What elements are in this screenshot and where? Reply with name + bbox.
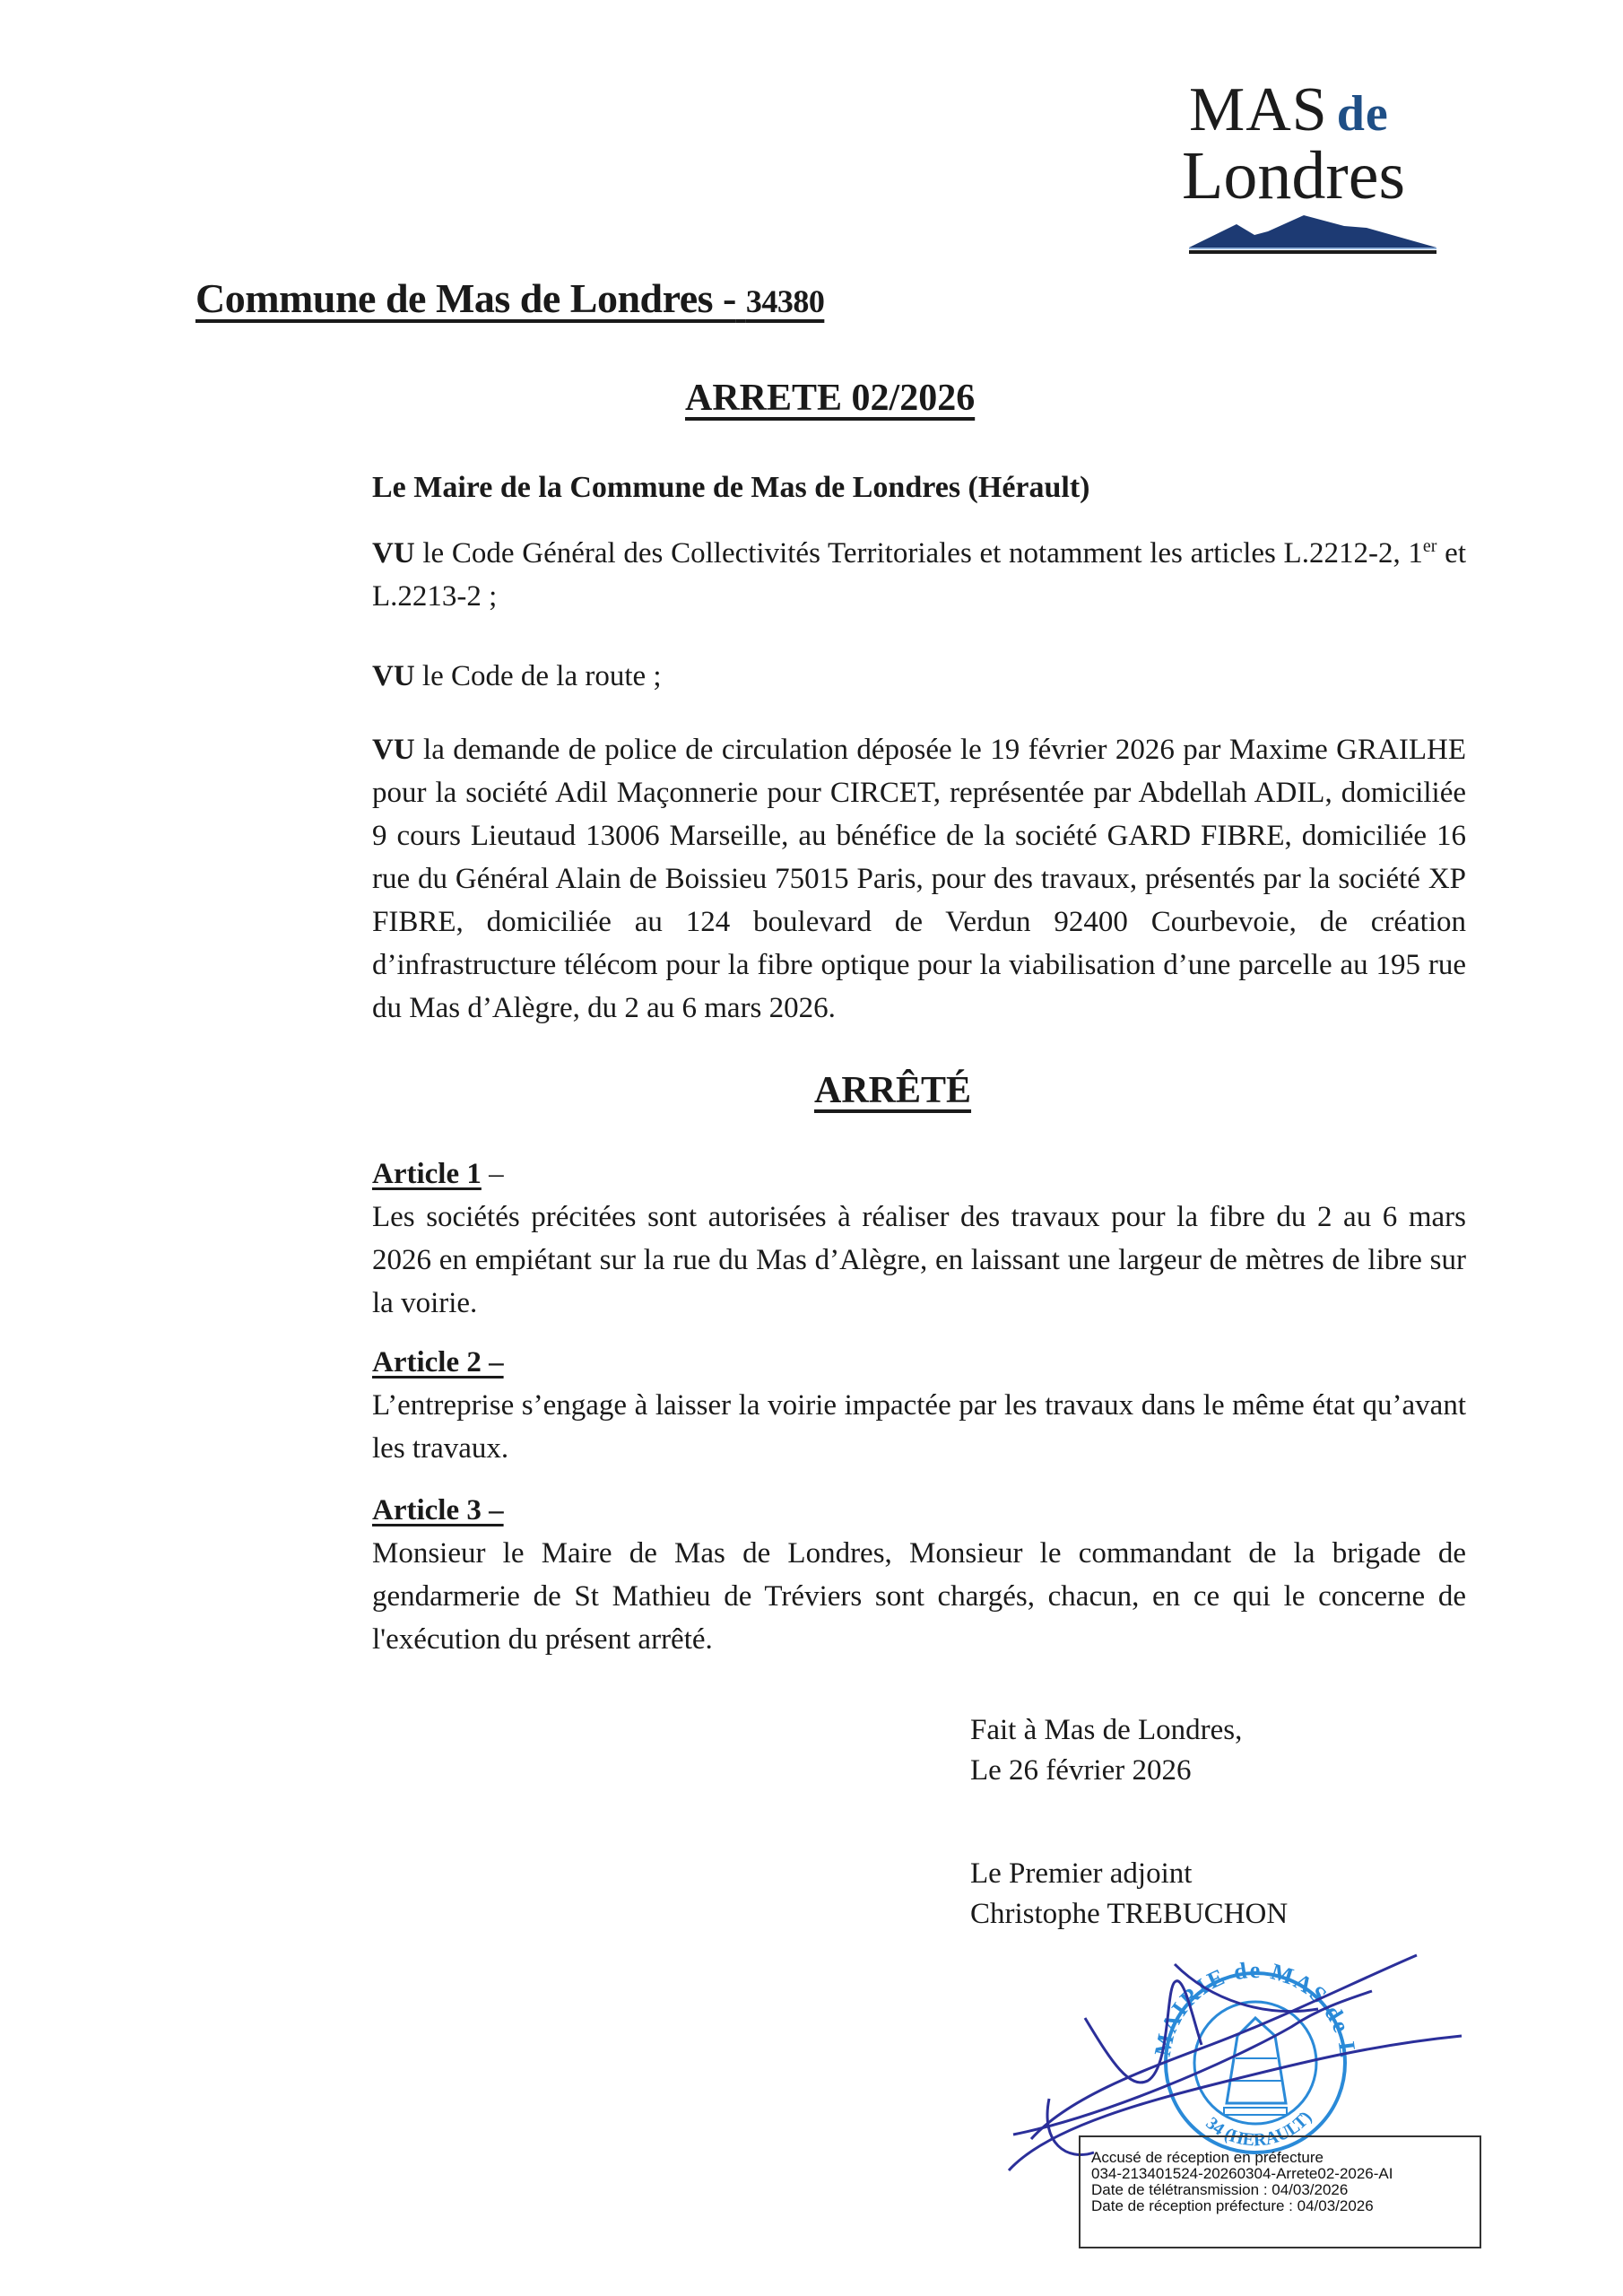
article-3 <box>372 1489 1466 1661</box>
commune-title <box>195 274 824 322</box>
vu-paragraph-code-route <box>372 655 1466 698</box>
vu-label: VU <box>372 734 415 766</box>
article-title: Article 2 – <box>372 1346 504 1378</box>
vu3-text: la demande de police de circulation déposée le 19 février 2026 par Maxime GRAILHE pour la société Adil Maçonnerie pour CIRCET, représentée par Abdellah ADIL, domiciliée 9 cours Lieutaud 13006 Marseille, au bénéfice de la société GARD FIBRE, domiciliée 16 rue du Général Alain de Boissieu 75015 Paris, pour des travaux, présentés par la société XP FIBRE, domiciliée au 124 boulevard de Verdun 92400 Courbevoie, de création d’infrastructure télécom pour la fibre optique pour la viabilisation d’une parcelle au 195 rue du Mas d’Alègre, du 2 au 6 mars 2026. <box>372 734 1466 1024</box>
article-text: L’entreprise s’engage à laisser la voirie impactée par les travaux dans le même état qu’avant les travaux. <box>372 1389 1466 1465</box>
commune-logo <box>1182 75 1442 258</box>
article-2 <box>372 1341 1466 1470</box>
logo-text-mas <box>1189 75 1389 145</box>
vu1-text: le Code Général des Collectivités Territoriales et notamment les articles L.2212-2, 1 <box>414 537 1423 570</box>
vu-label: VU <box>372 537 415 570</box>
vu2-text: le Code de la route ; <box>414 660 662 692</box>
signer-name: Christophe TREBUCHON <box>970 1898 1289 1930</box>
vu-paragraph-demande <box>372 728 1466 1030</box>
arrete-heading: ARRÊTÉ <box>814 1070 972 1111</box>
date-line: Le 26 février 2026 <box>970 1754 1192 1787</box>
stamp-text-bottom: 34 (HERAULT) <box>1202 2107 1316 2151</box>
ack-reference: 034-213401524-20260304-Arrete02-2026-AI <box>1091 2165 1393 2182</box>
article-title: Article 1 <box>372 1158 482 1190</box>
mountain-icon <box>1187 213 1438 258</box>
article-1 <box>372 1152 1466 1325</box>
prefecture-acknowledgement-box <box>1079 2135 1481 2248</box>
signer-block <box>970 1854 1288 1935</box>
vu-label: VU <box>372 660 415 692</box>
vu1-text-end: et L.2213-2 ; <box>372 537 1466 613</box>
article-dash: – <box>481 1158 504 1190</box>
logo-mas: MAS <box>1189 75 1328 144</box>
ack-reception-date: Date de réception préfecture : 04/03/2026 <box>1091 2197 1374 2214</box>
article-title: Article 3 – <box>372 1494 504 1526</box>
article-text: Monsieur le Maire de Mas de Londres, Monsieur le commandant de la brigade de gendarmerie de St Mathieu de Tréviers sont chargés, chacun, en ce qui le concerne de l'exécution du présent arrêté. <box>372 1537 1466 1656</box>
commune-name: Commune de Mas de Londres - <box>195 275 736 321</box>
vu-paragraph-cgct <box>372 532 1466 618</box>
vu1-superscript: er <box>1422 536 1437 556</box>
maire-line: Le Maire de la Commune de Mas de Londres (Hérault) <box>372 471 1090 504</box>
signer-role: Le Premier adjoint <box>970 1857 1193 1890</box>
logo-de: de <box>1336 86 1389 142</box>
postal-code: 34380 <box>745 283 825 319</box>
article-text: Les sociétés précitées sont autorisées à réaliser des travaux pour la fibre du 2 au 6 mars 2026 en empiétant sur la rue du Mas d’Alègre, en laissant une largeur de mètres de libre sur la voirie. <box>372 1201 1466 1319</box>
place-line: Fait à Mas de Londres, <box>970 1714 1243 1746</box>
logo-text-londres: Londres <box>1182 138 1406 213</box>
stamp-text-top: MAIRIE de MAS de L <box>1149 1956 1362 2061</box>
signature-place-date <box>970 1710 1242 1791</box>
arrete-number: ARRETE 02/2026 <box>685 378 976 419</box>
ack-transmission-date: Date de télétransmission : 04/03/2026 <box>1091 2181 1349 2198</box>
ack-title: Accusé de réception en préfecture <box>1091 2149 1324 2166</box>
